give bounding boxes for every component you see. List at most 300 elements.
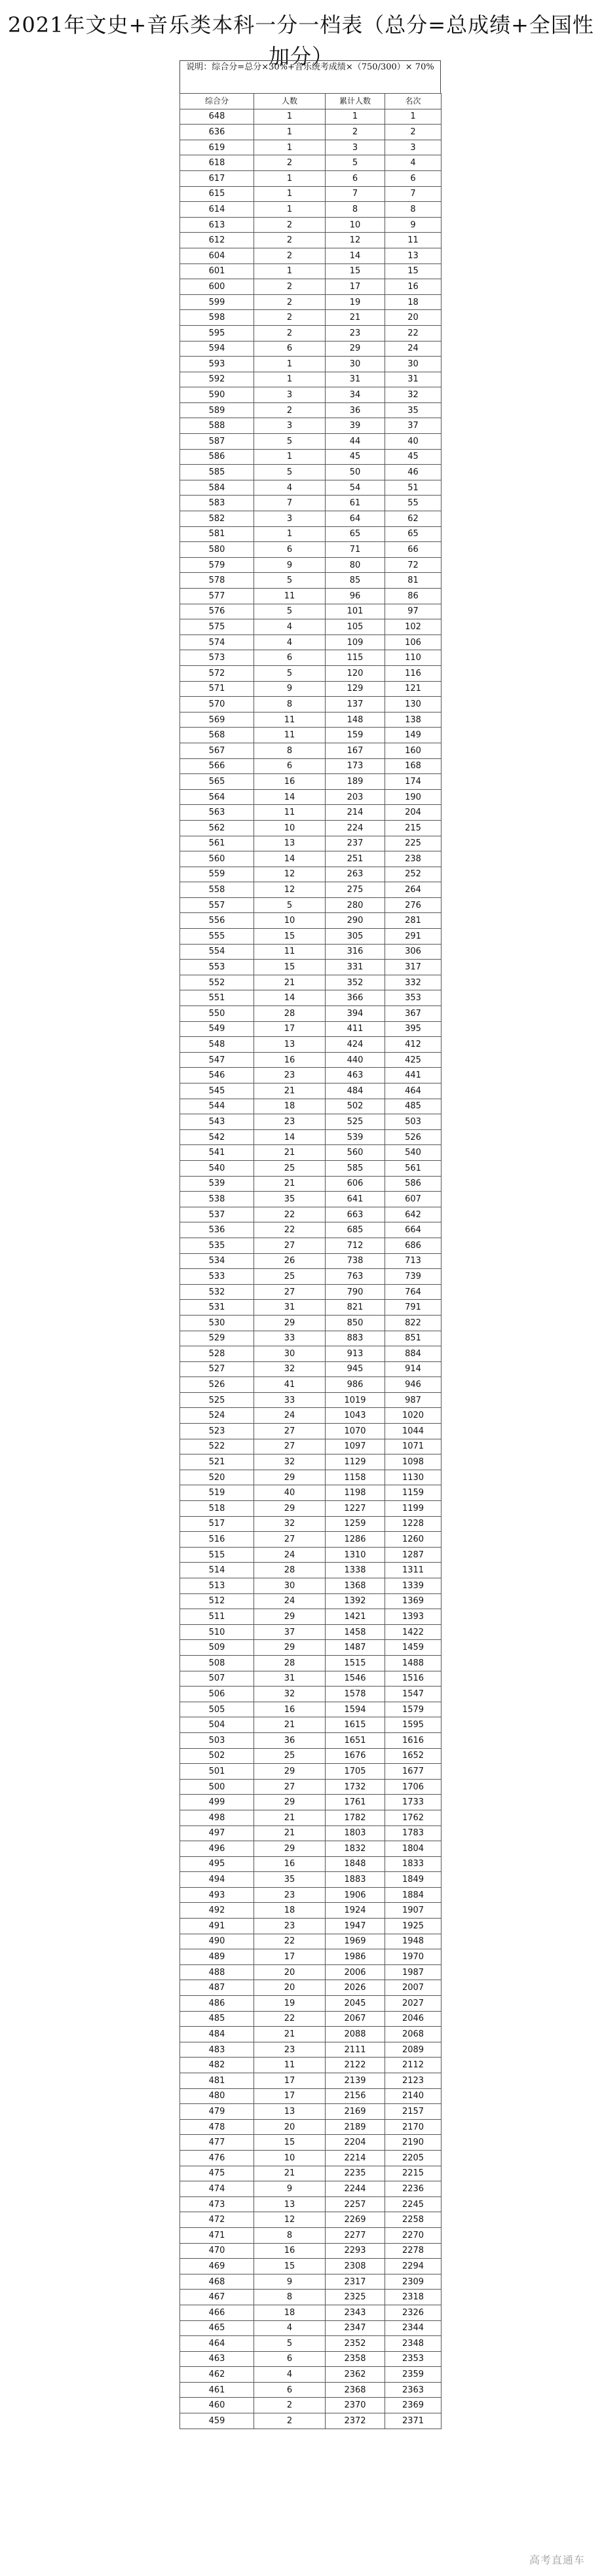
cell-score: 636 xyxy=(180,125,254,140)
cell-score: 487 xyxy=(180,1980,254,1996)
cell-rank: 168 xyxy=(385,758,442,774)
table-row xyxy=(180,634,442,650)
cell-count: 29 xyxy=(254,1470,326,1485)
table-row xyxy=(180,1764,442,1780)
cell-score: 540 xyxy=(180,1160,254,1176)
cell-count: 2 xyxy=(254,279,326,295)
cell-cumulative: 159 xyxy=(326,728,385,743)
cell-cumulative: 8 xyxy=(326,202,385,218)
cell-score: 561 xyxy=(180,836,254,851)
table-row xyxy=(180,155,442,171)
cell-rank: 1287 xyxy=(385,1547,442,1563)
table-row xyxy=(180,1563,442,1578)
cell-score: 533 xyxy=(180,1269,254,1285)
cell-rank: 987 xyxy=(385,1392,442,1408)
table-row xyxy=(180,357,442,372)
cell-rank: 2270 xyxy=(385,2227,442,2243)
cell-cumulative: 1 xyxy=(326,109,385,125)
cell-rank: 561 xyxy=(385,1160,442,1176)
cell-score: 492 xyxy=(180,1903,254,1919)
cell-score: 541 xyxy=(180,1145,254,1161)
cell-score: 532 xyxy=(180,1284,254,1300)
table-row xyxy=(180,1129,442,1145)
cell-rank: 1616 xyxy=(385,1732,442,1748)
cell-score: 615 xyxy=(180,186,254,202)
cell-count: 23 xyxy=(254,1068,326,1083)
cell-score: 586 xyxy=(180,449,254,465)
cell-count: 1 xyxy=(254,170,326,186)
cell-cumulative: 96 xyxy=(326,589,385,604)
cell-count: 1 xyxy=(254,125,326,140)
cell-cumulative: 6 xyxy=(326,170,385,186)
table-row xyxy=(180,1192,442,1207)
cell-rank: 238 xyxy=(385,851,442,867)
table-row xyxy=(180,1795,442,1810)
cell-score: 550 xyxy=(180,1006,254,1022)
table-row xyxy=(180,1887,442,1903)
cell-cumulative: 39 xyxy=(326,418,385,434)
cell-count: 21 xyxy=(254,2027,326,2042)
table-row xyxy=(180,1361,442,1377)
cell-cumulative: 850 xyxy=(326,1315,385,1331)
cell-cumulative: 1458 xyxy=(326,1624,385,1640)
cell-score: 468 xyxy=(180,2274,254,2290)
cell-cumulative: 2156 xyxy=(326,2088,385,2104)
cell-cumulative: 1676 xyxy=(326,1748,385,1764)
table-row xyxy=(180,202,442,218)
table-row xyxy=(180,1160,442,1176)
cell-rank: 106 xyxy=(385,634,442,650)
cell-cumulative: 2122 xyxy=(326,2058,385,2073)
cell-rank: 2278 xyxy=(385,2243,442,2259)
table-row xyxy=(180,1687,442,1702)
table-row xyxy=(180,2274,442,2290)
cell-count: 15 xyxy=(254,2135,326,2151)
cell-score: 573 xyxy=(180,650,254,666)
cell-rank: 2046 xyxy=(385,2011,442,2027)
cell-rank: 31 xyxy=(385,372,442,387)
cell-cumulative: 1615 xyxy=(326,1717,385,1733)
cell-rank: 11 xyxy=(385,233,442,248)
cell-rank: 252 xyxy=(385,867,442,882)
table-row xyxy=(180,1903,442,1919)
cell-score: 574 xyxy=(180,634,254,650)
cell-cumulative: 2362 xyxy=(326,2367,385,2383)
cell-score: 614 xyxy=(180,202,254,218)
table-row xyxy=(180,2027,442,2042)
table-row xyxy=(180,2290,442,2305)
table-row xyxy=(180,743,442,758)
cell-count: 22 xyxy=(254,1207,326,1222)
cell-score: 619 xyxy=(180,140,254,155)
cell-rank: 1071 xyxy=(385,1439,442,1454)
table-row xyxy=(180,2351,442,2367)
cell-cumulative: 484 xyxy=(326,1083,385,1099)
table-row xyxy=(180,2305,442,2320)
cell-rank: 2236 xyxy=(385,2181,442,2197)
cell-cumulative: 115 xyxy=(326,650,385,666)
cell-count: 12 xyxy=(254,867,326,882)
cell-score: 552 xyxy=(180,975,254,990)
cell-rank: 464 xyxy=(385,1083,442,1099)
cell-score: 528 xyxy=(180,1346,254,1362)
table-row xyxy=(180,1624,442,1640)
cell-cumulative: 2214 xyxy=(326,2150,385,2166)
cell-rank: 586 xyxy=(385,1176,442,1192)
cell-cumulative: 463 xyxy=(326,1068,385,1083)
cell-rank: 18 xyxy=(385,294,442,310)
cell-cumulative: 2067 xyxy=(326,2011,385,2027)
cell-cumulative: 1310 xyxy=(326,1547,385,1563)
page-title: 2021年文史+音乐类本科一分一档表（总分=总成绩+全国性加分） xyxy=(8,12,594,69)
cell-rank: 1783 xyxy=(385,1825,442,1841)
cell-cumulative: 251 xyxy=(326,851,385,867)
header-count: 人数 xyxy=(254,94,326,109)
cell-rank: 2318 xyxy=(385,2290,442,2305)
cell-cumulative: 2325 xyxy=(326,2290,385,2305)
cell-count: 1 xyxy=(254,357,326,372)
cell-score: 507 xyxy=(180,1671,254,1687)
cell-cumulative: 913 xyxy=(326,1346,385,1362)
cell-score: 525 xyxy=(180,1392,254,1408)
cell-rank: 204 xyxy=(385,805,442,821)
cell-score: 461 xyxy=(180,2382,254,2398)
table-row xyxy=(180,2196,442,2212)
cell-rank: 1925 xyxy=(385,1919,442,1934)
cell-score: 593 xyxy=(180,357,254,372)
cell-count: 6 xyxy=(254,2351,326,2367)
cell-score: 475 xyxy=(180,2166,254,2181)
cell-cumulative: 1924 xyxy=(326,1903,385,1919)
cell-rank: 32 xyxy=(385,387,442,403)
cell-score: 580 xyxy=(180,542,254,558)
cell-score: 581 xyxy=(180,526,254,542)
table-row xyxy=(180,496,442,511)
cell-count: 1 xyxy=(254,140,326,155)
cell-count: 11 xyxy=(254,805,326,821)
cell-count: 29 xyxy=(254,1315,326,1331)
cell-score: 489 xyxy=(180,1949,254,1965)
cell-score: 512 xyxy=(180,1593,254,1609)
cell-rank: 264 xyxy=(385,882,442,898)
cell-score: 511 xyxy=(180,1609,254,1625)
cell-cumulative: 1368 xyxy=(326,1578,385,1594)
cell-cumulative: 2352 xyxy=(326,2336,385,2352)
cell-count: 28 xyxy=(254,1563,326,1578)
cell-count: 24 xyxy=(254,1593,326,1609)
table-row xyxy=(180,1996,442,2012)
table-row xyxy=(180,1207,442,1222)
table-row xyxy=(180,1315,442,1331)
cell-count: 24 xyxy=(254,1547,326,1563)
cell-score: 465 xyxy=(180,2320,254,2336)
cell-score: 588 xyxy=(180,418,254,434)
cell-count: 27 xyxy=(254,1424,326,1439)
cell-cumulative: 31 xyxy=(326,372,385,387)
cell-count: 41 xyxy=(254,1377,326,1393)
cell-rank: 1488 xyxy=(385,1655,442,1671)
cell-cumulative: 7 xyxy=(326,186,385,202)
cell-count: 1 xyxy=(254,109,326,125)
cell-rank: 2140 xyxy=(385,2088,442,2104)
table-row xyxy=(180,728,442,743)
cell-rank: 2123 xyxy=(385,2073,442,2089)
table-row xyxy=(180,170,442,186)
cell-score: 529 xyxy=(180,1331,254,1346)
cell-count: 8 xyxy=(254,2227,326,2243)
cell-score: 486 xyxy=(180,1996,254,2012)
table-row xyxy=(180,589,442,604)
cell-score: 484 xyxy=(180,2027,254,2042)
cell-count: 25 xyxy=(254,1269,326,1285)
cell-count: 33 xyxy=(254,1392,326,1408)
cell-score: 515 xyxy=(180,1547,254,1563)
table-row xyxy=(180,1284,442,1300)
cell-rank: 1907 xyxy=(385,1903,442,1919)
cell-score: 560 xyxy=(180,851,254,867)
table-body xyxy=(180,109,442,2429)
cell-rank: 1595 xyxy=(385,1717,442,1733)
cell-rank: 1884 xyxy=(385,1887,442,1903)
cell-cumulative: 1259 xyxy=(326,1516,385,1532)
cell-score: 648 xyxy=(180,109,254,125)
table-row xyxy=(180,294,442,310)
cell-count: 11 xyxy=(254,589,326,604)
table-row xyxy=(180,1516,442,1532)
cell-count: 36 xyxy=(254,1732,326,1748)
cell-rank: 1733 xyxy=(385,1795,442,1810)
cell-score: 493 xyxy=(180,1887,254,1903)
cell-rank: 1459 xyxy=(385,1640,442,1656)
cell-count: 13 xyxy=(254,836,326,851)
cell-rank: 86 xyxy=(385,589,442,604)
cell-score: 600 xyxy=(180,279,254,295)
table-row xyxy=(180,1253,442,1269)
cell-rank: 2326 xyxy=(385,2305,442,2320)
cell-cumulative: 1097 xyxy=(326,1439,385,1454)
cell-count: 21 xyxy=(254,1083,326,1099)
cell-cumulative: 1227 xyxy=(326,1501,385,1517)
cell-count: 32 xyxy=(254,1687,326,1702)
cell-count: 9 xyxy=(254,2274,326,2290)
cell-rank: 332 xyxy=(385,975,442,990)
table-header-row xyxy=(180,94,442,109)
table-row xyxy=(180,1825,442,1841)
table-row xyxy=(180,1485,442,1501)
table-row xyxy=(180,2119,442,2135)
cell-count: 23 xyxy=(254,1919,326,1934)
table-row xyxy=(180,2227,442,2243)
table-row xyxy=(180,1222,442,1238)
cell-rank: 306 xyxy=(385,944,442,960)
cell-count: 4 xyxy=(254,480,326,496)
cell-rank: 2068 xyxy=(385,2027,442,2042)
cell-count: 16 xyxy=(254,2243,326,2259)
cell-count: 29 xyxy=(254,1795,326,1810)
cell-count: 22 xyxy=(254,2011,326,2027)
table-row xyxy=(180,1068,442,1083)
cell-count: 37 xyxy=(254,1624,326,1640)
table-row xyxy=(180,1269,442,1285)
cell-count: 6 xyxy=(254,650,326,666)
cell-cumulative: 1421 xyxy=(326,1609,385,1625)
cell-cumulative: 189 xyxy=(326,774,385,790)
table-row xyxy=(180,1732,442,1748)
cell-score: 577 xyxy=(180,589,254,604)
cell-score: 506 xyxy=(180,1687,254,1702)
cell-score: 494 xyxy=(180,1872,254,1888)
cell-score: 482 xyxy=(180,2058,254,2073)
cell-rank: 24 xyxy=(385,341,442,357)
cell-cumulative: 1947 xyxy=(326,1919,385,1934)
cell-rank: 8 xyxy=(385,202,442,218)
watermark-text: 高考直通车 xyxy=(529,2554,585,2566)
table-row xyxy=(180,1655,442,1671)
cell-cumulative: 23 xyxy=(326,325,385,341)
table-row xyxy=(180,1717,442,1733)
cell-rank: 138 xyxy=(385,712,442,728)
cell-score: 470 xyxy=(180,2243,254,2259)
cell-cumulative: 440 xyxy=(326,1052,385,1068)
cell-count: 18 xyxy=(254,1903,326,1919)
cell-rank: 1 xyxy=(385,109,442,125)
cell-cumulative: 1803 xyxy=(326,1825,385,1841)
cell-cumulative: 2293 xyxy=(326,2243,385,2259)
cell-cumulative: 1832 xyxy=(326,1841,385,1857)
cell-count: 8 xyxy=(254,697,326,712)
cell-score: 598 xyxy=(180,310,254,326)
table-row xyxy=(180,789,442,805)
cell-cumulative: 2308 xyxy=(326,2259,385,2274)
cell-score: 595 xyxy=(180,325,254,341)
cell-score: 505 xyxy=(180,1702,254,1717)
cell-count: 19 xyxy=(254,1996,326,2012)
cell-score: 601 xyxy=(180,263,254,279)
table-row xyxy=(180,2320,442,2336)
cell-count: 2 xyxy=(254,217,326,233)
cell-count: 32 xyxy=(254,1516,326,1532)
cell-cumulative: 685 xyxy=(326,1222,385,1238)
cell-cumulative: 1129 xyxy=(326,1454,385,1470)
table-row xyxy=(180,805,442,821)
cell-count: 20 xyxy=(254,1964,326,1980)
cell-rank: 2170 xyxy=(385,2119,442,2135)
cell-score: 589 xyxy=(180,402,254,418)
cell-rank: 102 xyxy=(385,619,442,635)
cell-rank: 1393 xyxy=(385,1609,442,1625)
cell-count: 1 xyxy=(254,526,326,542)
cell-score: 592 xyxy=(180,372,254,387)
cell-count: 16 xyxy=(254,1052,326,1068)
cell-rank: 2112 xyxy=(385,2058,442,2073)
cell-cumulative: 1578 xyxy=(326,1687,385,1702)
table-row xyxy=(180,944,442,960)
cell-cumulative: 1043 xyxy=(326,1408,385,1424)
cell-cumulative: 585 xyxy=(326,1160,385,1176)
cell-cumulative: 224 xyxy=(326,820,385,836)
cell-cumulative: 331 xyxy=(326,960,385,975)
cell-cumulative: 738 xyxy=(326,1253,385,1269)
cell-count: 27 xyxy=(254,1779,326,1795)
table-row xyxy=(180,1439,442,1454)
cell-rank: 1228 xyxy=(385,1516,442,1532)
cell-rank: 822 xyxy=(385,1315,442,1331)
table-row xyxy=(180,1099,442,1114)
cell-rank: 946 xyxy=(385,1377,442,1393)
cell-rank: 72 xyxy=(385,557,442,573)
cell-score: 582 xyxy=(180,511,254,527)
cell-score: 599 xyxy=(180,294,254,310)
cell-score: 547 xyxy=(180,1052,254,1068)
cell-cumulative: 883 xyxy=(326,1331,385,1346)
cell-count: 1 xyxy=(254,263,326,279)
cell-score: 459 xyxy=(180,2413,254,2429)
cell-count: 2 xyxy=(254,248,326,263)
cell-rank: 1422 xyxy=(385,1624,442,1640)
header-rank: 名次 xyxy=(385,94,442,109)
table-row xyxy=(180,310,442,326)
cell-count: 16 xyxy=(254,1856,326,1872)
cell-score: 551 xyxy=(180,990,254,1006)
table-row xyxy=(180,882,442,898)
cell-count: 14 xyxy=(254,990,326,1006)
cell-score: 618 xyxy=(180,155,254,171)
table-row xyxy=(180,2058,442,2073)
cell-rank: 149 xyxy=(385,728,442,743)
table-row xyxy=(180,186,442,202)
table-row xyxy=(180,1934,442,1949)
cell-score: 462 xyxy=(180,2367,254,2383)
cell-score: 519 xyxy=(180,1485,254,1501)
table-row xyxy=(180,387,442,403)
table-row xyxy=(180,1346,442,1362)
cell-cumulative: 1986 xyxy=(326,1949,385,1965)
cell-score: 584 xyxy=(180,480,254,496)
cell-score: 520 xyxy=(180,1470,254,1485)
table-row xyxy=(180,619,442,635)
cell-rank: 1849 xyxy=(385,1872,442,1888)
cell-cumulative: 366 xyxy=(326,990,385,1006)
cell-count: 29 xyxy=(254,1841,326,1857)
cell-rank: 642 xyxy=(385,1207,442,1222)
table-row xyxy=(180,125,442,140)
cell-cumulative: 15 xyxy=(326,263,385,279)
cell-count: 17 xyxy=(254,1949,326,1965)
cell-cumulative: 21 xyxy=(326,310,385,326)
table-row xyxy=(180,1593,442,1609)
cell-rank: 2027 xyxy=(385,1996,442,2012)
cell-score: 469 xyxy=(180,2259,254,2274)
cell-count: 21 xyxy=(254,1810,326,1825)
cell-score: 537 xyxy=(180,1207,254,1222)
cell-count: 2 xyxy=(254,402,326,418)
cell-cumulative: 411 xyxy=(326,1021,385,1037)
cell-count: 1 xyxy=(254,186,326,202)
cell-rank: 317 xyxy=(385,960,442,975)
cell-rank: 2157 xyxy=(385,2104,442,2120)
cell-cumulative: 986 xyxy=(326,1377,385,1393)
cell-score: 531 xyxy=(180,1300,254,1316)
table-row xyxy=(180,1841,442,1857)
cell-cumulative: 2244 xyxy=(326,2181,385,2197)
cell-rank: 35 xyxy=(385,402,442,418)
cell-cumulative: 280 xyxy=(326,897,385,913)
cell-count: 30 xyxy=(254,1578,326,1594)
cell-score: 546 xyxy=(180,1068,254,1083)
cell-cumulative: 2 xyxy=(326,125,385,140)
cell-count: 5 xyxy=(254,465,326,480)
cell-score: 617 xyxy=(180,170,254,186)
